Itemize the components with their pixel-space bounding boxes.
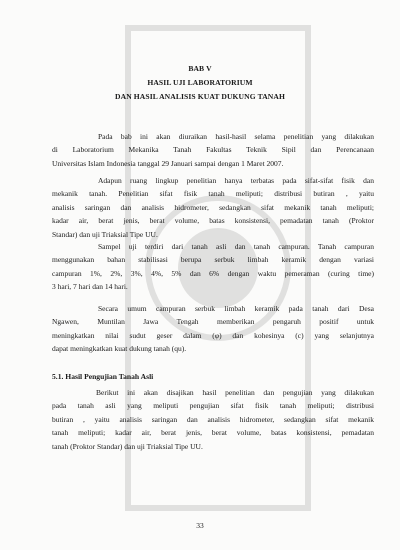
paragraph-line: meningkatkan nilai sudut geser dalam (φ) dan kohesinya (c) yang selanjutnya — [52, 330, 374, 340]
paragraph-1 — [52, 130, 374, 170]
paragraph-line: campuran 1%, 2%, 3%, 4%, 5% dan 6% dengan waktu pemeraman (curing time) — [52, 268, 374, 278]
page-number: 33 — [196, 521, 204, 530]
paragraph-line: analisis saringan dan analisis hidrometer, sedangkan sifat mekanik tanah meliputi; — [52, 202, 374, 212]
paragraph-line: tanah (Proktor Standar) dan uji Triaksial Tipe UU. — [52, 441, 203, 451]
chapter-title-line-2: DAN HASIL ANALISIS KUAT DUKUNG TANAH — [115, 92, 285, 101]
paragraph-line: 3 hari, 7 hari dan 14 hari. — [52, 282, 128, 292]
chapter-title-line-1: HASIL UJI LABORATORIUM — [147, 78, 253, 87]
paragraph-line: Berikut ini akan disajikan hasil penelitian dan pengujian yang dilakukan — [96, 388, 374, 397]
paragraph-line: Ngawen, Muntilan Jawa Tengah memberikan pengaruh positif untuk — [52, 317, 374, 327]
paragraph-2 — [52, 174, 374, 241]
paragraph-line: Pada bab ini akan diuraikan hasil-hasil selama penelitian yang dilakukan — [98, 132, 374, 141]
paragraph-line: tanah meliputi; kadar air, berat jenis, berat volume, batas konsistensi, pemadatan — [52, 428, 374, 438]
paragraph-line: di Laboratorium Mekanika Tanah Fakultas Teknik Sipil dan Perencanaan — [52, 145, 374, 155]
section-title: 5.1. Hasil Pengujian Tanah Asli — [52, 372, 154, 381]
paragraph-line: butiran , yaitu analisis saringan dan analisis hidrometer, sedangkan sifat mekanik — [52, 414, 374, 424]
paragraph-line: kadar air, berat jenis, berat volume, batas konsistensi, pemadatan tanah (Proktor — [52, 216, 374, 226]
chapter-label: BAB V — [188, 64, 212, 73]
paragraph-line: Secara umum campuran serbuk limbah keramik pada tanah dari Desa — [98, 304, 374, 313]
paragraph-line: Universitas Islam Indonesia tanggal 29 Januari sampai dengan 1 Maret 2007. — [52, 158, 284, 168]
paragraph-line: Adapun ruang lingkup penelitian hanya terbatas pada sifat-sifat fisik dan — [98, 176, 374, 185]
paragraph-line: pada tanah asli yang meliputi pengujian sifat fisik tanah meliputi; distribusi — [52, 401, 374, 411]
paragraph-line: Sampel uji terdiri dari tanah asli dan tanah campuran. Tanah campuran — [98, 242, 374, 251]
paragraph-line: menggunakan bahan stabilisasi berupa serbuk limbah keramik dengan variasi — [52, 255, 374, 265]
paragraph-4 — [52, 302, 374, 356]
paragraph-line: Standar) dan uji Triaksial Tipe UU. — [52, 229, 158, 239]
paragraph-line: dapat meningkatkan kuat dukung tanah (qu). — [52, 344, 187, 354]
paragraph-3 — [52, 240, 374, 294]
paragraph-5 — [52, 386, 374, 453]
paragraph-line: mekanik tanah. Penelitian sifat fisik tanah meliputi; distribusi butiran , yaitu — [52, 189, 374, 199]
